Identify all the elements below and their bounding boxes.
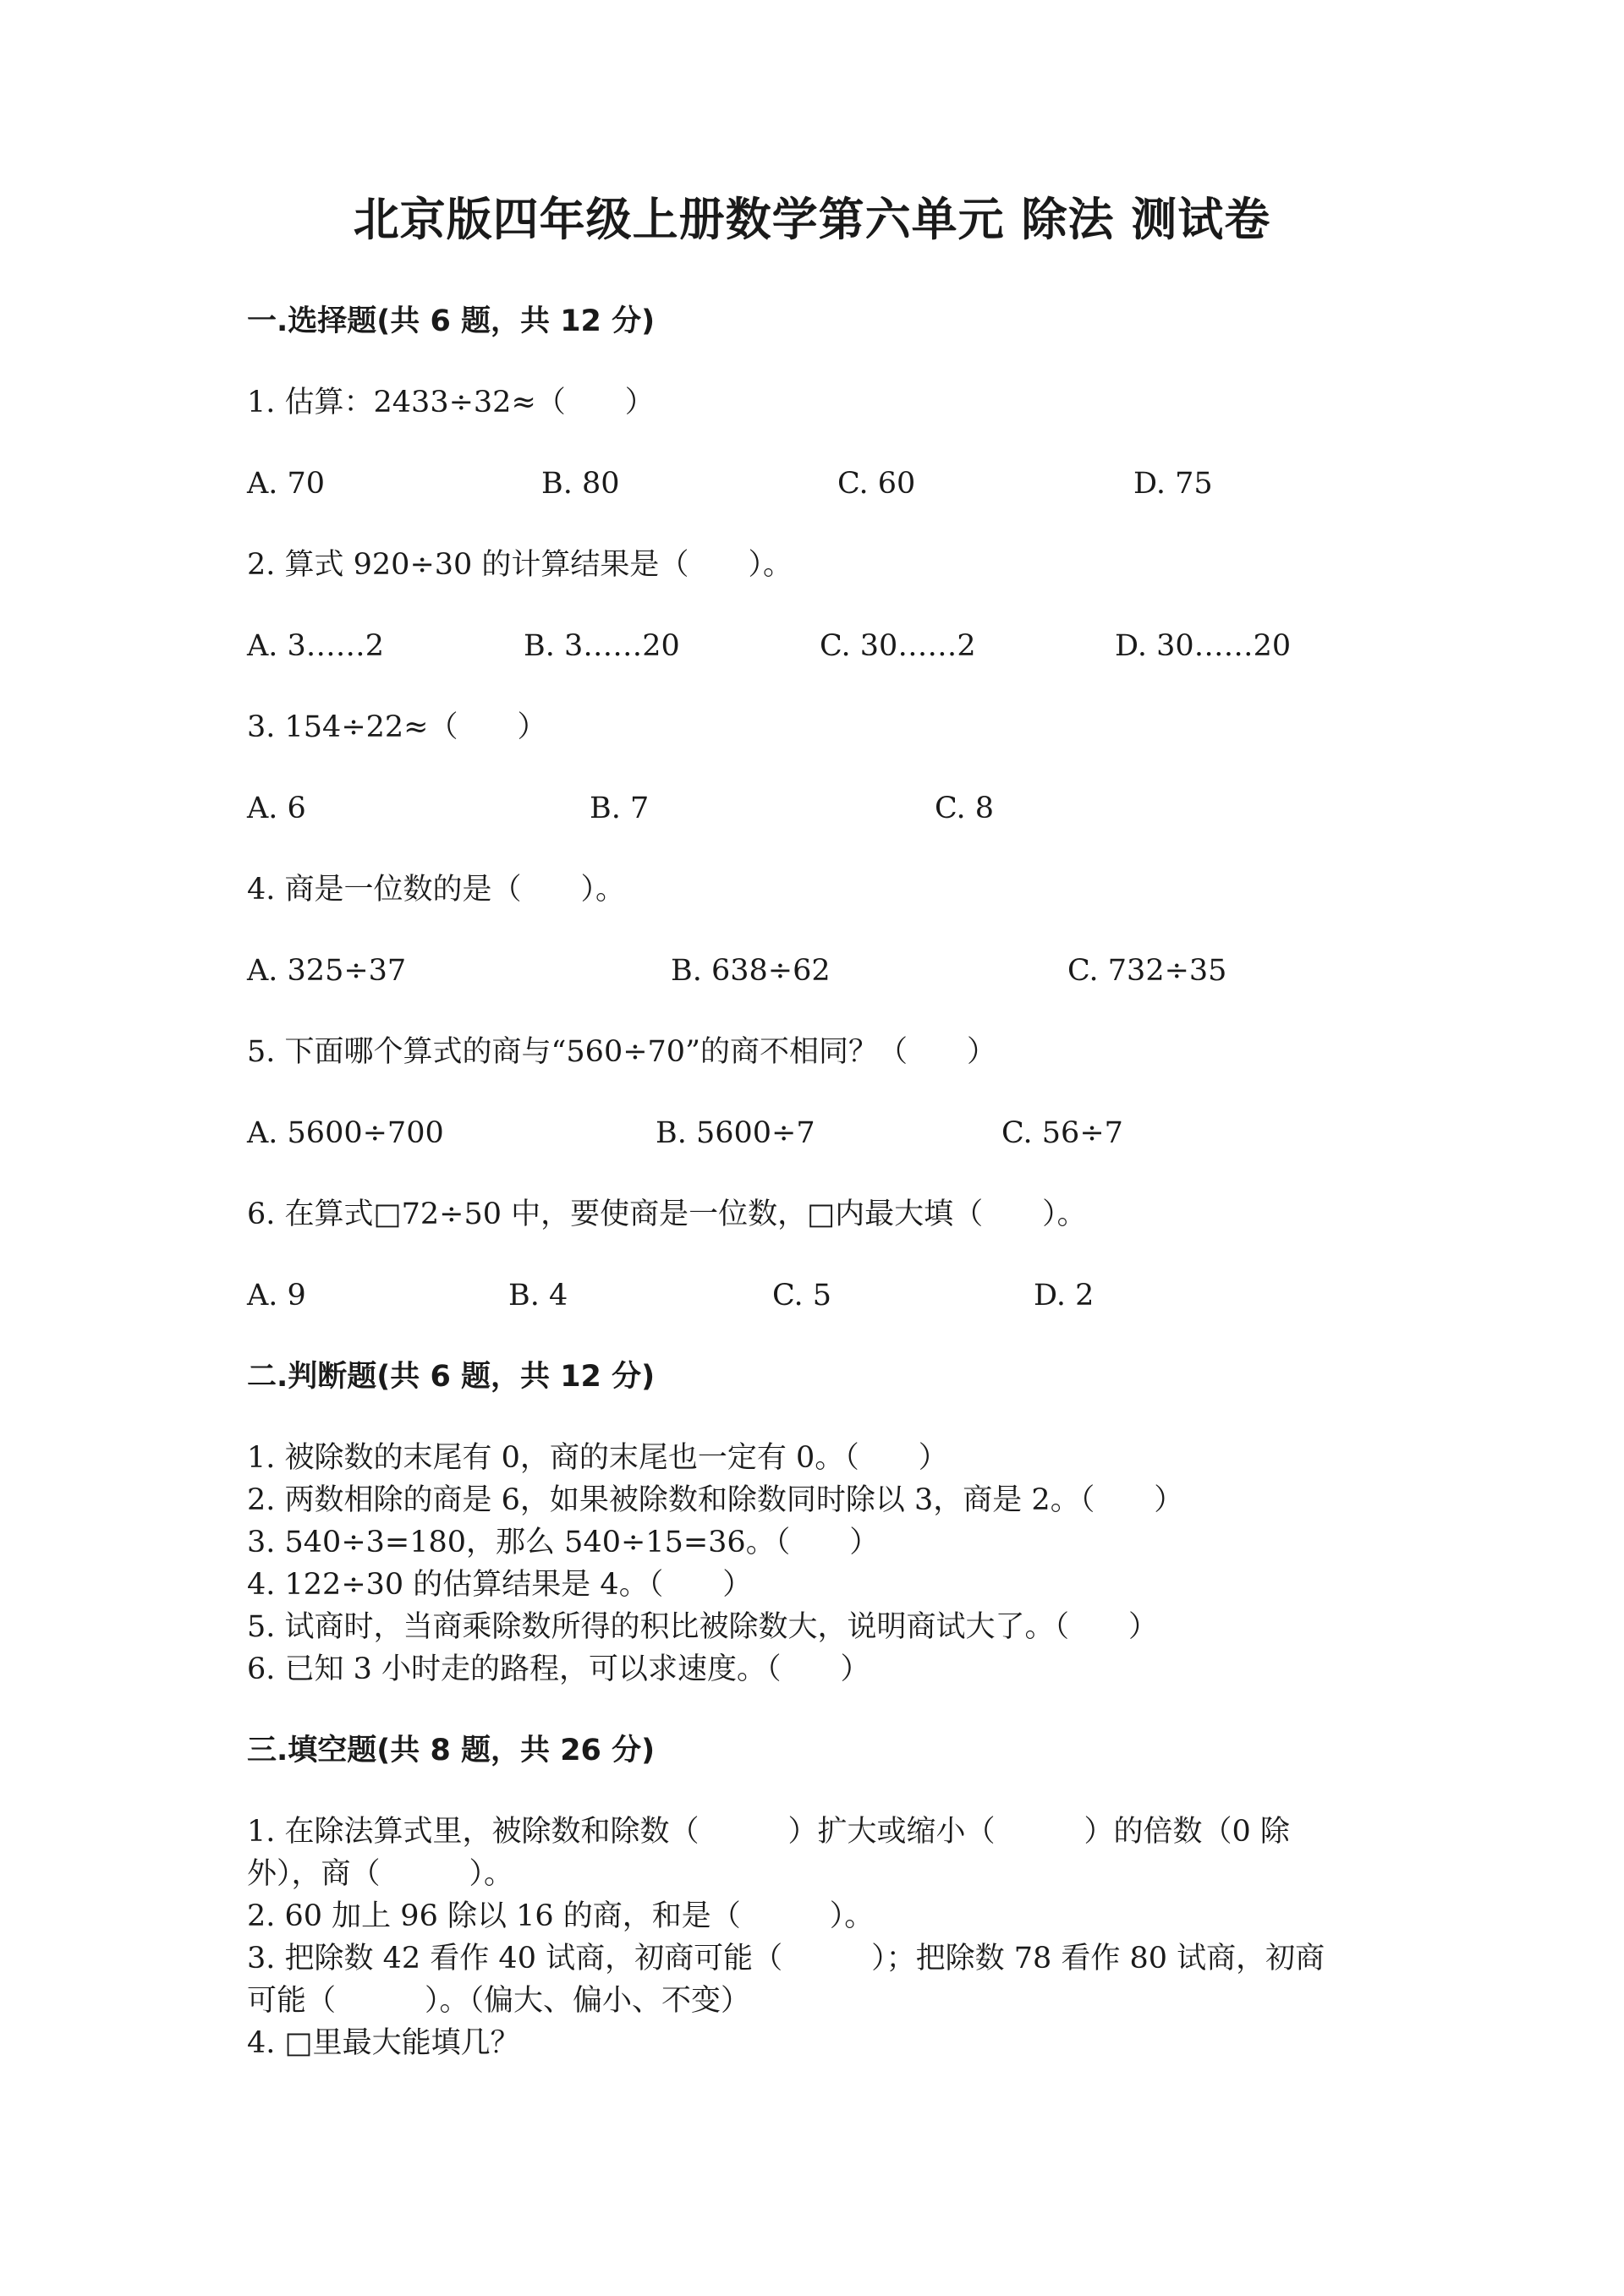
- option-c: C. 30……2: [820, 629, 976, 663]
- option-d: D. 75: [1133, 467, 1213, 501]
- option-c: C. 8: [935, 792, 995, 825]
- option-a: A. 5600÷700: [247, 1116, 444, 1150]
- option-c: C. 60: [837, 467, 916, 501]
- option-a: A. 6: [247, 792, 306, 825]
- judgement-line: 3. 540÷3=180，那么 540÷15=36。（ ）: [247, 1526, 880, 1559]
- section-heading-choice: 一.选择题(共 6 题，共 12 分): [247, 304, 656, 338]
- judgement-line: 4. 122÷30 的估算结果是 4。（ ）: [247, 1568, 753, 1602]
- question-text: 5. 下面哪个算式的商与“560÷70”的商不相同？（ ）: [247, 1035, 996, 1069]
- option-a: A. 70: [247, 467, 326, 501]
- option-b: B. 80: [541, 467, 620, 501]
- fill-blank-line: 2. 60 加上 96 除以 16 的商，和是（ ）。: [247, 1899, 875, 1933]
- fill-blank-line: 可能（ ）。（偏大、偏小、不变）: [247, 1984, 751, 2018]
- judgement-line: 5. 试商时，当商乘除数所得的积比被除数大，说明商试大了。（ ）: [247, 1610, 1159, 1644]
- question-text: 3. 154÷22≈（ ）: [247, 710, 547, 744]
- question-text: 1. 估算：2433÷32≈（ ）: [247, 386, 655, 419]
- fill-blank-line: 1. 在除法算式里，被除数和除数（ ）扩大或缩小（ ）的倍数（0 除: [247, 1815, 1290, 1849]
- option-d: D. 30……20: [1115, 629, 1292, 663]
- fill-blank-line: 4. □里最大能填几？: [247, 2026, 520, 2060]
- question-text: 4. 商是一位数的是（ ）。: [247, 873, 626, 907]
- section-heading-fill-blank: 三.填空题(共 8 题，共 26 分): [247, 1734, 656, 1767]
- judgement-line: 6. 已知 3 小时走的路程，可以求速度。（ ）: [247, 1652, 870, 1686]
- fill-blank-line: 3. 把除数 42 看作 40 试商，初商可能（ ）；把除数 78 看作 80 试商，初商: [247, 1942, 1325, 1975]
- judgement-line: 1. 被除数的末尾有 0，商的末尾也一定有 0。（ ）: [247, 1441, 948, 1475]
- option-b: B. 3……20: [524, 629, 680, 663]
- option-c: C. 732÷35: [1067, 954, 1227, 988]
- option-a: A. 3……2: [247, 629, 385, 663]
- page-title: 北京版四年级上册数学第六单元 除法 测试卷: [353, 193, 1271, 246]
- question-text: 2. 算式 920÷30 的计算结果是（ ）。: [247, 548, 793, 582]
- option-b: B. 4: [508, 1279, 568, 1312]
- option-a: A. 325÷37: [247, 954, 407, 988]
- option-b: B. 5600÷7: [656, 1116, 815, 1150]
- option-a: A. 9: [247, 1279, 306, 1312]
- fill-blank-line: 外），商（ ）。: [247, 1857, 514, 1891]
- judgement-line: 2. 两数相除的商是 6，如果被除数和除数同时除以 3，商是 2。（ ）: [247, 1483, 1184, 1517]
- option-c: C. 5: [772, 1279, 832, 1312]
- option-b: B. 7: [590, 792, 650, 825]
- option-d: D. 2: [1034, 1279, 1095, 1312]
- question-text: 6. 在算式□72÷50 中，要使商是一位数，□内最大填（ ）。: [247, 1197, 1087, 1231]
- option-c: C. 56÷7: [1001, 1116, 1123, 1150]
- option-b: B. 638÷62: [671, 954, 831, 988]
- section-heading-judgement: 二.判断题(共 6 题，共 12 分): [247, 1360, 656, 1394]
